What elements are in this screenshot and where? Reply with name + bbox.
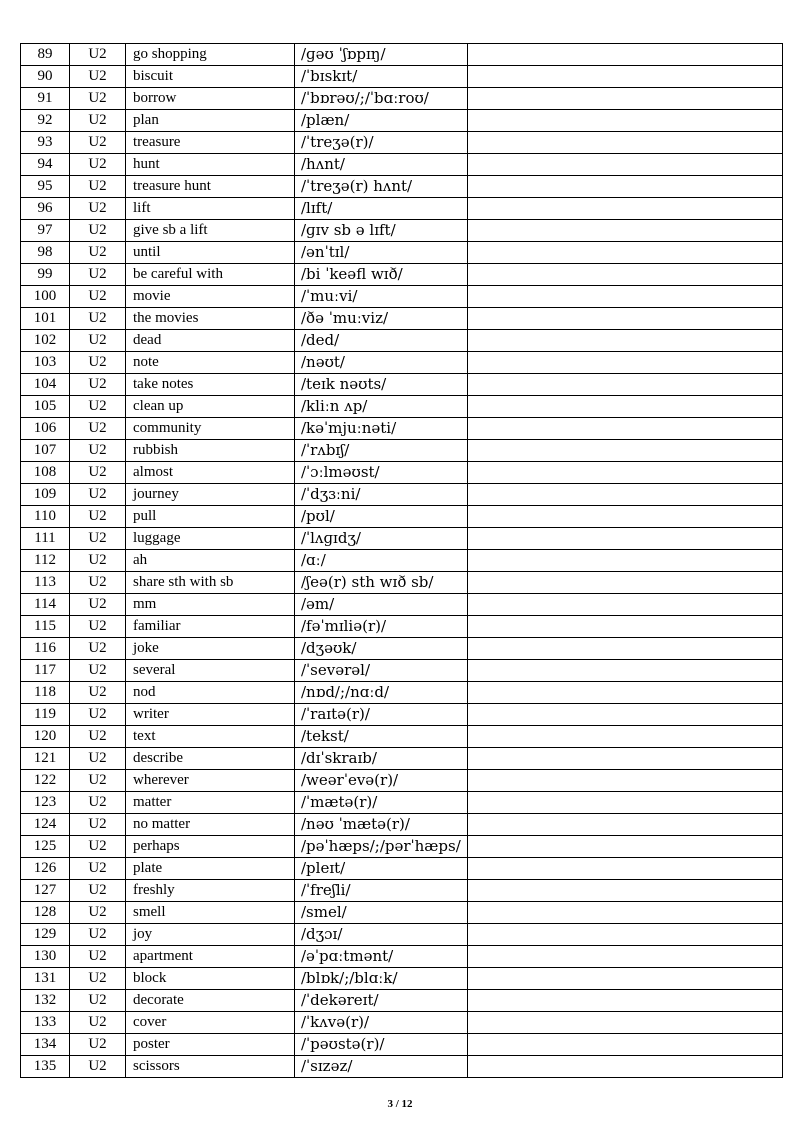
notes-cell [468,880,783,902]
table-row [21,308,783,330]
vocabulary-table-body [21,44,783,1078]
notes-cell [468,44,783,66]
row-number-cell: 127 [21,880,70,902]
notes-cell [468,66,783,88]
word-cell: mm [126,594,295,616]
phonetic-cell: /ənˈtɪl/ [295,242,468,264]
phonetic-cell: /ɡɪv sb ə lɪft/ [295,220,468,242]
unit-cell: U2 [70,110,126,132]
unit-cell: U2 [70,594,126,616]
table-row [21,528,783,550]
word-cell: community [126,418,295,440]
row-number-cell: 114 [21,594,70,616]
word-cell: cover [126,1012,295,1034]
word-cell: borrow [126,88,295,110]
row-number-cell: 131 [21,968,70,990]
table-row [21,990,783,1012]
unit-cell: U2 [70,968,126,990]
phonetic-cell: /pəˈhæps/;/pərˈhæps/ [295,836,468,858]
phonetic-cell: /tekst/ [295,726,468,748]
word-cell: writer [126,704,295,726]
row-number-cell: 111 [21,528,70,550]
table-row [21,154,783,176]
word-cell: apartment [126,946,295,968]
row-number-cell: 117 [21,660,70,682]
word-cell: several [126,660,295,682]
word-cell: give sb a lift [126,220,295,242]
notes-cell [468,748,783,770]
unit-cell: U2 [70,528,126,550]
table-row [21,330,783,352]
word-cell: pull [126,506,295,528]
unit-cell: U2 [70,44,126,66]
unit-cell: U2 [70,792,126,814]
unit-cell: U2 [70,352,126,374]
table-row [21,396,783,418]
notes-cell [468,110,783,132]
word-cell: lift [126,198,295,220]
phonetic-cell: /pʊl/ [295,506,468,528]
row-number-cell: 122 [21,770,70,792]
row-number-cell: 109 [21,484,70,506]
page-number: 3 / 12 [387,1098,413,1110]
notes-cell [468,352,783,374]
phonetic-cell: /dɪˈskraɪb/ [295,748,468,770]
row-number-cell: 126 [21,858,70,880]
row-number-cell: 96 [21,198,70,220]
table-row [21,814,783,836]
unit-cell: U2 [70,176,126,198]
table-row [21,110,783,132]
word-cell: note [126,352,295,374]
unit-cell: U2 [70,66,126,88]
table-row [21,264,783,286]
notes-cell [468,220,783,242]
notes-cell [468,902,783,924]
notes-cell [468,330,783,352]
table-row [21,748,783,770]
word-cell: joy [126,924,295,946]
table-row [21,484,783,506]
notes-cell [468,616,783,638]
row-number-cell: 105 [21,396,70,418]
phonetic-cell: /ˈfreʃli/ [295,880,468,902]
row-number-cell: 128 [21,902,70,924]
notes-cell [468,704,783,726]
word-cell: almost [126,462,295,484]
unit-cell: U2 [70,880,126,902]
table-row [21,616,783,638]
unit-cell: U2 [70,484,126,506]
row-number-cell: 125 [21,836,70,858]
word-cell: block [126,968,295,990]
row-number-cell: 100 [21,286,70,308]
notes-cell [468,770,783,792]
table-row [21,792,783,814]
phonetic-cell: /ˈdʒɜːni/ [295,484,468,506]
table-row [21,242,783,264]
notes-cell [468,308,783,330]
notes-cell [468,1034,783,1056]
unit-cell: U2 [70,286,126,308]
phonetic-cell: /ðə ˈmuːviz/ [295,308,468,330]
phonetic-cell: /hʌnt/ [295,154,468,176]
phonetic-cell: /kliːn ʌp/ [295,396,468,418]
table-row [21,66,783,88]
table-row [21,770,783,792]
word-cell: ah [126,550,295,572]
row-number-cell: 132 [21,990,70,1012]
word-cell: joke [126,638,295,660]
word-cell: treasure hunt [126,176,295,198]
word-cell: describe [126,748,295,770]
table-row [21,902,783,924]
word-cell: luggage [126,528,295,550]
table-row [21,198,783,220]
word-cell: journey [126,484,295,506]
word-cell: smell [126,902,295,924]
word-cell: freshly [126,880,295,902]
table-row [21,132,783,154]
row-number-cell: 99 [21,264,70,286]
word-cell: plan [126,110,295,132]
word-cell: text [126,726,295,748]
phonetic-cell: /ʃeə(r) sth wɪð sb/ [295,572,468,594]
word-cell: scissors [126,1056,295,1078]
unit-cell: U2 [70,704,126,726]
phonetic-cell: /ˈrʌbɪʃ/ [295,440,468,462]
unit-cell: U2 [70,924,126,946]
table-row [21,286,783,308]
unit-cell: U2 [70,330,126,352]
table-row [21,924,783,946]
word-cell: familiar [126,616,295,638]
row-number-cell: 133 [21,1012,70,1034]
word-cell: nod [126,682,295,704]
phonetic-cell: /ˈtreʒə(r) hʌnt/ [295,176,468,198]
vocabulary-table [20,43,783,1078]
table-row [21,418,783,440]
word-cell: plate [126,858,295,880]
unit-cell: U2 [70,616,126,638]
table-row [21,352,783,374]
unit-cell: U2 [70,726,126,748]
phonetic-cell: /əm/ [295,594,468,616]
phonetic-cell: /ɡəʊ ˈʃɒpɪŋ/ [295,44,468,66]
row-number-cell: 134 [21,1034,70,1056]
notes-cell [468,176,783,198]
phonetic-cell: /əˈpɑːtmənt/ [295,946,468,968]
unit-cell: U2 [70,132,126,154]
row-number-cell: 91 [21,88,70,110]
word-cell: perhaps [126,836,295,858]
notes-cell [468,286,783,308]
phonetic-cell: /ˈbɒrəʊ/;/ˈbɑːroʊ/ [295,88,468,110]
table-row [21,440,783,462]
row-number-cell: 103 [21,352,70,374]
word-cell: matter [126,792,295,814]
row-number-cell: 124 [21,814,70,836]
row-number-cell: 129 [21,924,70,946]
word-cell: biscuit [126,66,295,88]
table-row [21,704,783,726]
row-number-cell: 108 [21,462,70,484]
phonetic-cell: /ˈkʌvə(r)/ [295,1012,468,1034]
phonetic-cell: /teɪk nəʊts/ [295,374,468,396]
notes-cell [468,682,783,704]
row-number-cell: 89 [21,44,70,66]
table-row [21,836,783,858]
notes-cell [468,1056,783,1078]
phonetic-cell: /ˈdekəreɪt/ [295,990,468,1012]
word-cell: no matter [126,814,295,836]
table-row [21,660,783,682]
notes-cell [468,132,783,154]
unit-cell: U2 [70,682,126,704]
notes-cell [468,836,783,858]
unit-cell: U2 [70,242,126,264]
phonetic-cell: /kəˈmjuːnəti/ [295,418,468,440]
unit-cell: U2 [70,770,126,792]
phonetic-cell: /ˈbɪskɪt/ [295,66,468,88]
table-row [21,176,783,198]
phonetic-cell: /ɑː/ [295,550,468,572]
row-number-cell: 90 [21,66,70,88]
notes-cell [468,484,783,506]
unit-cell: U2 [70,506,126,528]
notes-cell [468,638,783,660]
phonetic-cell: /smel/ [295,902,468,924]
table-row [21,506,783,528]
unit-cell: U2 [70,440,126,462]
notes-cell [468,374,783,396]
unit-cell: U2 [70,198,126,220]
unit-cell: U2 [70,1012,126,1034]
notes-cell [468,946,783,968]
phonetic-cell: /dʒɔɪ/ [295,924,468,946]
table-row [21,1034,783,1056]
phonetic-cell: /ˈlʌɡɪdʒ/ [295,528,468,550]
notes-cell [468,264,783,286]
row-number-cell: 95 [21,176,70,198]
unit-cell: U2 [70,1034,126,1056]
notes-cell [468,550,783,572]
notes-cell [468,594,783,616]
table-row [21,946,783,968]
notes-cell [468,814,783,836]
phonetic-cell: /nɒd/;/nɑːd/ [295,682,468,704]
unit-cell: U2 [70,660,126,682]
notes-cell [468,660,783,682]
notes-cell [468,462,783,484]
table-row [21,594,783,616]
word-cell: hunt [126,154,295,176]
notes-cell [468,792,783,814]
table-row [21,968,783,990]
row-number-cell: 113 [21,572,70,594]
phonetic-cell: /nəʊ ˈmætə(r)/ [295,814,468,836]
row-number-cell: 135 [21,1056,70,1078]
word-cell: clean up [126,396,295,418]
row-number-cell: 112 [21,550,70,572]
unit-cell: U2 [70,418,126,440]
table-row [21,726,783,748]
notes-cell [468,242,783,264]
word-cell: until [126,242,295,264]
word-cell: dead [126,330,295,352]
phonetic-cell: /ˈpəʊstə(r)/ [295,1034,468,1056]
phonetic-cell: /plæn/ [295,110,468,132]
notes-cell [468,990,783,1012]
unit-cell: U2 [70,814,126,836]
row-number-cell: 119 [21,704,70,726]
unit-cell: U2 [70,990,126,1012]
word-cell: poster [126,1034,295,1056]
row-number-cell: 110 [21,506,70,528]
row-number-cell: 94 [21,154,70,176]
phonetic-cell: /weərˈevə(r)/ [295,770,468,792]
table-row [21,88,783,110]
phonetic-cell: /blɒk/;/blɑːk/ [295,968,468,990]
word-cell: the movies [126,308,295,330]
table-row [21,44,783,66]
row-number-cell: 102 [21,330,70,352]
phonetic-cell: /pleɪt/ [295,858,468,880]
unit-cell: U2 [70,1056,126,1078]
word-cell: take notes [126,374,295,396]
unit-cell: U2 [70,946,126,968]
word-cell: go shopping [126,44,295,66]
word-cell: rubbish [126,440,295,462]
phonetic-cell: /ˈmuːvi/ [295,286,468,308]
unit-cell: U2 [70,638,126,660]
unit-cell: U2 [70,836,126,858]
phonetic-cell: /ˈraɪtə(r)/ [295,704,468,726]
unit-cell: U2 [70,220,126,242]
notes-cell [468,396,783,418]
phonetic-cell: /ˈtreʒə(r)/ [295,132,468,154]
row-number-cell: 130 [21,946,70,968]
table-row [21,682,783,704]
notes-cell [468,198,783,220]
notes-cell [468,726,783,748]
table-row [21,572,783,594]
unit-cell: U2 [70,308,126,330]
table-row [21,1012,783,1034]
row-number-cell: 93 [21,132,70,154]
notes-cell [468,88,783,110]
table-row [21,858,783,880]
unit-cell: U2 [70,902,126,924]
notes-cell [468,418,783,440]
word-cell: be careful with [126,264,295,286]
notes-cell [468,1012,783,1034]
table-row [21,880,783,902]
phonetic-cell: /bi ˈkeəfl wɪð/ [295,264,468,286]
word-cell: decorate [126,990,295,1012]
notes-cell [468,858,783,880]
phonetic-cell: /lɪft/ [295,198,468,220]
phonetic-cell: /ded/ [295,330,468,352]
row-number-cell: 123 [21,792,70,814]
phonetic-cell: /ˈmætə(r)/ [295,792,468,814]
table-row [21,374,783,396]
row-number-cell: 98 [21,242,70,264]
phonetic-cell: /ˈsɪzəz/ [295,1056,468,1078]
table-row [21,550,783,572]
row-number-cell: 104 [21,374,70,396]
table-row [21,462,783,484]
row-number-cell: 115 [21,616,70,638]
notes-cell [468,154,783,176]
phonetic-cell: /ˈɔːlməʊst/ [295,462,468,484]
notes-cell [468,572,783,594]
word-cell: movie [126,286,295,308]
row-number-cell: 101 [21,308,70,330]
unit-cell: U2 [70,462,126,484]
unit-cell: U2 [70,88,126,110]
notes-cell [468,968,783,990]
unit-cell: U2 [70,572,126,594]
phonetic-cell: /dʒəʊk/ [295,638,468,660]
word-cell: treasure [126,132,295,154]
unit-cell: U2 [70,154,126,176]
unit-cell: U2 [70,396,126,418]
unit-cell: U2 [70,550,126,572]
notes-cell [468,924,783,946]
unit-cell: U2 [70,858,126,880]
row-number-cell: 97 [21,220,70,242]
word-cell: wherever [126,770,295,792]
notes-cell [468,506,783,528]
table-row [21,638,783,660]
row-number-cell: 121 [21,748,70,770]
table-row [21,220,783,242]
unit-cell: U2 [70,264,126,286]
notes-cell [468,528,783,550]
table-row [21,1056,783,1078]
phonetic-cell: /fəˈmɪliə(r)/ [295,616,468,638]
row-number-cell: 120 [21,726,70,748]
row-number-cell: 116 [21,638,70,660]
phonetic-cell: /nəʊt/ [295,352,468,374]
row-number-cell: 106 [21,418,70,440]
row-number-cell: 118 [21,682,70,704]
notes-cell [468,440,783,462]
unit-cell: U2 [70,748,126,770]
row-number-cell: 107 [21,440,70,462]
unit-cell: U2 [70,374,126,396]
word-cell: share sth with sb [126,572,295,594]
phonetic-cell: /ˈsevərəl/ [295,660,468,682]
row-number-cell: 92 [21,110,70,132]
